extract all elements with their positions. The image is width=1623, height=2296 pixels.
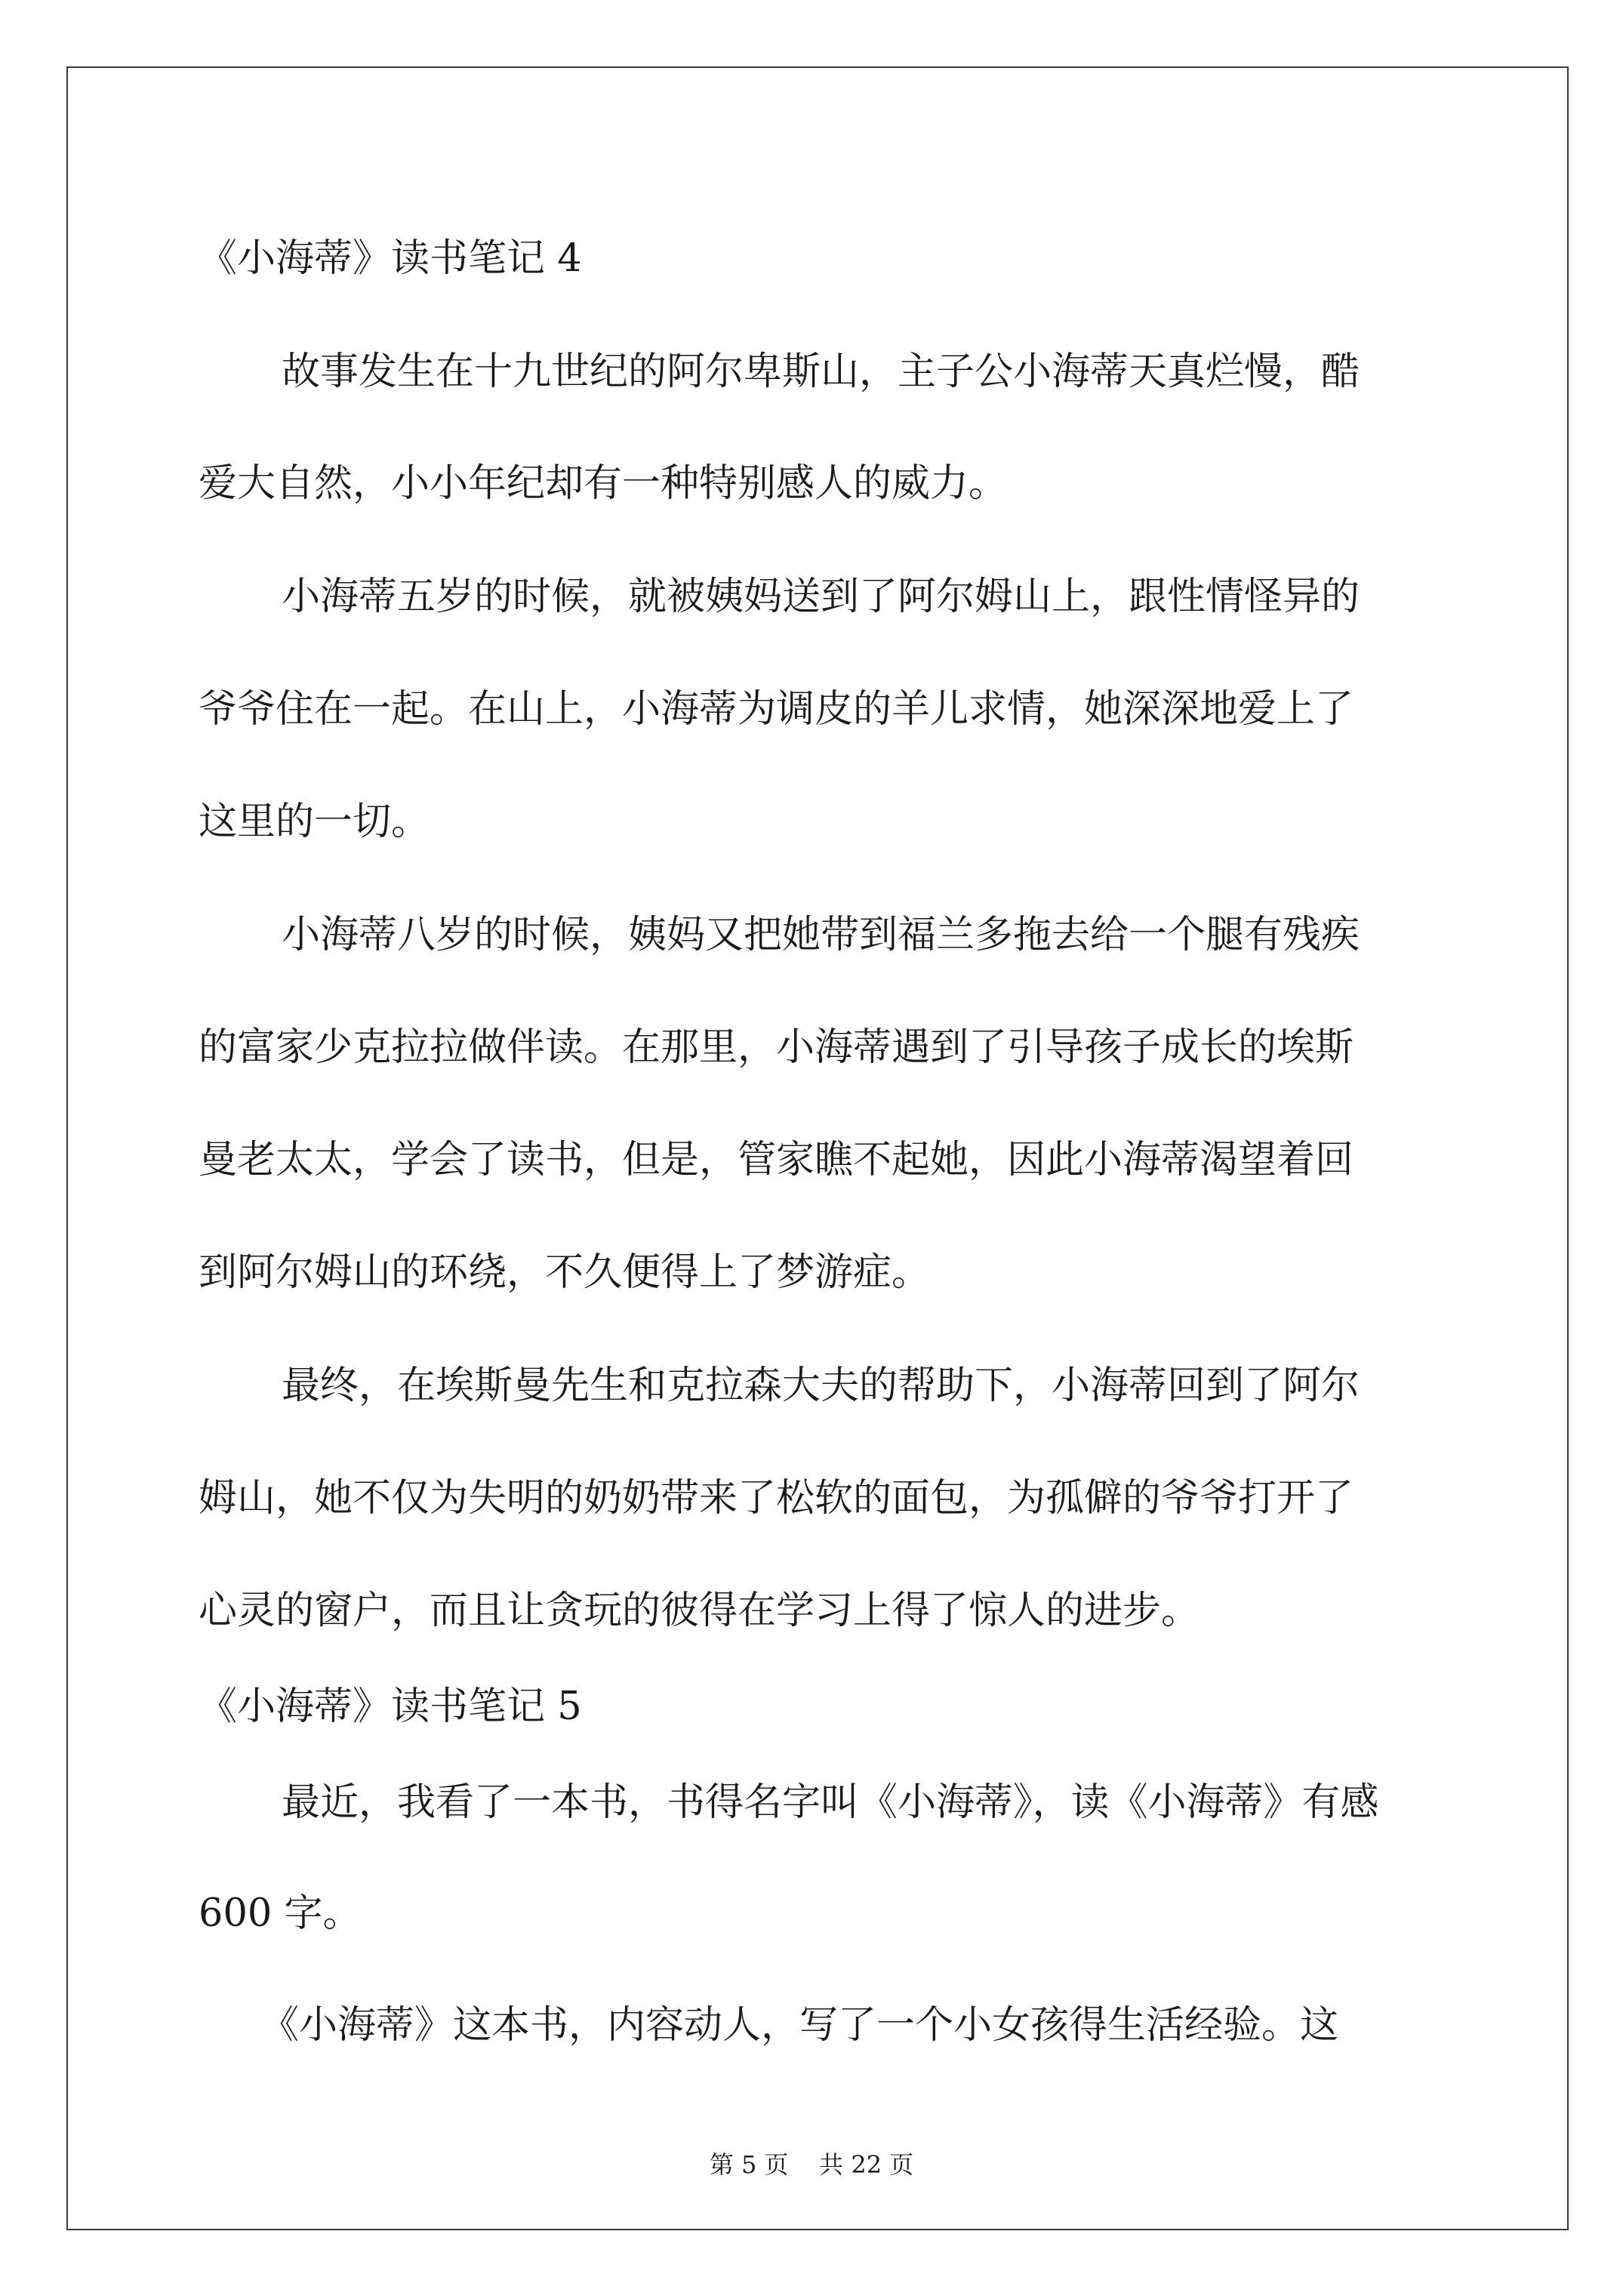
paragraph-line: 心灵的窗户，而且让贪玩的彼得在学习上得了惊人的进步。 (199, 1589, 1200, 1633)
paragraph-line: 小海蒂五岁的时候，就被姨妈送到了阿尔姆山上，跟性情怪异的 (282, 575, 1360, 619)
paragraph-line: 曼老太太，学会了读书，但是，管家瞧不起她，因此小海蒂渴望着回 (199, 1138, 1354, 1182)
paragraph-line: 《小海蒂》这本书，内容动人，写了一个小女孩得生活经验。这 (260, 2003, 1339, 2048)
section-heading-4: 《小海蒂》读书笔记 4 (199, 236, 582, 281)
section-heading-5: 《小海蒂》读书笔记 5 (199, 1684, 582, 1729)
paragraph-line: 这里的一切。 (199, 800, 430, 844)
paragraph-line: 最近，我看了一本书，书得名字叫《小海蒂》，读《小海蒂》有感 (282, 1780, 1379, 1825)
paragraph-line: 姆山，她不仅为失明的奶奶带来了松软的面包，为孤僻的爷爷打开了 (199, 1476, 1354, 1521)
paragraph-line: 爷爷住在一起。在山上，小海蒂为调皮的羊儿求情，她深深地爱上了 (199, 687, 1354, 732)
paragraph-line: 故事发生在十九世纪的阿尔卑斯山，主子公小海蒂天真烂慢，酷 (282, 350, 1360, 394)
paragraph-line: 到阿尔姆山的环绕，不久便得上了梦游症。 (199, 1250, 931, 1295)
paragraph-line: 600 字。 (199, 1891, 362, 1936)
paragraph-line: 小海蒂八岁的时候，姨妈又把她带到福兰多拖去给一个腿有残疾 (282, 913, 1360, 957)
paragraph-line: 的富家少克拉拉做伴读。在那里，小海蒂遇到了引导孩子成长的埃斯 (199, 1025, 1354, 1070)
paragraph-line: 爱大自然，小小年纪却有一种特别感人的威力。 (199, 461, 1008, 506)
page-footer: 第 5 页 共 22 页 (709, 2150, 914, 2179)
paragraph-line: 最终，在埃斯曼先生和克拉森大夫的帮助下，小海蒂回到了阿尔 (282, 1364, 1360, 1408)
